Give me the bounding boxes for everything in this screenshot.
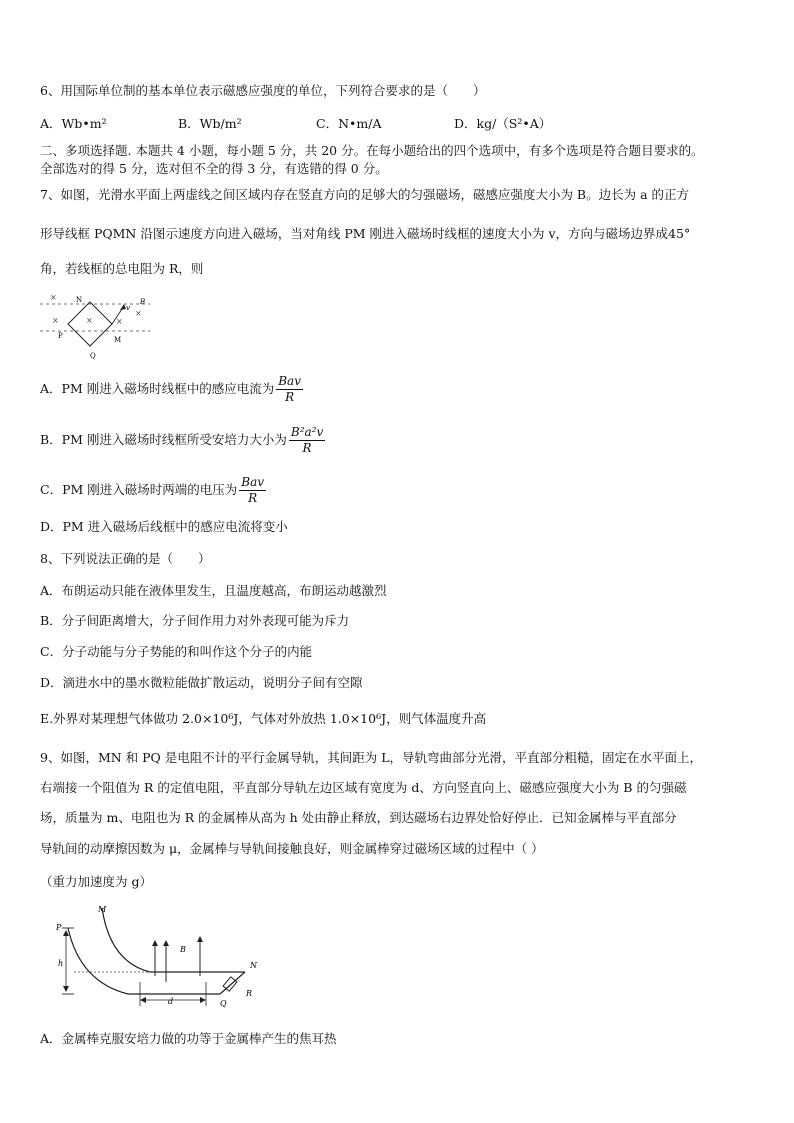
q7-option-a: A．PM 刚进入磁场时线框中的感应电流为 $\frac{\text{Bav}}{R}$ [40, 374, 301, 404]
field-mark: × [50, 293, 57, 302]
q6-option-d: D．kg/（S²•A） [454, 116, 552, 131]
q6-option-b: B．Wb/m² [178, 116, 242, 131]
label-m: M [98, 905, 107, 914]
q9-figure [40, 902, 270, 1012]
field-mark: × [116, 317, 123, 326]
q8-option-c: C．分子动能与分子势能的和叫作这个分子的内能 [40, 644, 313, 659]
q7-stem-line1: 7、如图，光滑水平面上两虚线之间区域内存在竖直方向的足够大的匀强磁场，磁感应强度大小为 B。边长为 a 的正方 [40, 187, 690, 202]
q9-stem-line1: 9、如图，MN 和 PQ 是电阻不计的平行金属导轨，其间距为 L，导轨弯曲部分光滑，平直部分粗糙，固定在水平面上， [40, 750, 703, 765]
q9-stem-line2: 右端接一个阻值为 R 的定值电阻，平直部分导轨左边区域有宽度为 d、方向竖直向上、磁感应强度大小为 B 的匀强磁 [40, 780, 687, 795]
label-r: R [246, 989, 253, 998]
q8-option-b: B．分子间距离增大，分子间作用力对外表现可能为斥力 [40, 613, 350, 628]
q7-stem-line3: 角，若线框的总电阻为 R，则 [40, 261, 204, 276]
q8-option-d: D．滴进水中的墨水微粒能做扩散运动，说明分子间有空隙 [40, 675, 363, 690]
label-v: v [126, 304, 130, 312]
label-h: h [58, 959, 64, 968]
q8-stem: 8、下列说法正确的是（ ） [40, 551, 211, 566]
q6-option-c: C．N•m/A [316, 116, 382, 131]
q7-stem-line2: 形导线框 PQMN 沿图示速度方向进入磁场，当对角线 PM 刚进入磁场时线框的速度大小为 v，方向与磁场边界成45° [40, 226, 691, 241]
label-q: Q [90, 352, 96, 360]
q8-option-e: E.外界对某理想气体做功 2.0×10⁶J，气体对外放热 1.0×10⁶J，则气体温度升高 [40, 711, 487, 726]
q6-options [40, 114, 760, 132]
label-p: P [58, 332, 63, 340]
q7-option-d: D．PM 进入磁场后线框中的感应电流将变小 [40, 519, 288, 534]
field-mark: × [86, 316, 93, 325]
field-mark: × [52, 316, 59, 325]
section-header-line2: 全部选对的得 5 分，选对但不全的得 3 分，有选错的得 0 分。 [40, 161, 388, 176]
q7-option-c: C．PM 刚进入磁场时两端的电压为 $\frac{\text{Bav}}{R}$ [40, 475, 265, 505]
q9-stem-line3: 场，质量为 m、电阻也为 R 的金属棒从高为 h 处由静止释放，到达磁场右边界处恰好停止．已知金属棒与平直部分 [40, 810, 677, 825]
label-b: B [180, 945, 186, 954]
q6-option-a: A．Wb•m² [40, 116, 107, 131]
label-q: Q [220, 999, 227, 1008]
label-n: N [76, 296, 83, 304]
q7-figure [40, 286, 160, 362]
section-header-line1: 二、多项选择题. 本题共 4 小题，每小题 5 分，共 20 分。在每小题给出的四个选项中，有多个选项是符合题目要求的。 [40, 143, 704, 158]
label-d: d [168, 997, 174, 1006]
q7-option-b: B．PM 刚进入磁场时线框所受安培力大小为 $\frac{\text{B²a²v}}{R}$ [40, 425, 324, 455]
label-n: N [250, 961, 257, 970]
q9-stem-line5: （重力加速度为 g） [40, 874, 152, 889]
label-m: M [114, 336, 122, 344]
q9-option-a: A．金属棒克服安培力做的功等于金属棒产生的焦耳热 [40, 1031, 337, 1046]
field-mark: × [135, 309, 142, 318]
label-b: B [140, 298, 146, 306]
q6-stem: 6、用国际单位制的基本单位表示磁感应强度的单位，下列符合要求的是（ ） [40, 83, 486, 98]
q9-stem-line4: 导轨间的动摩擦因数为 μ，金属棒与导轨间接触良好，则金属棒穿过磁场区域的过程中（ ） [40, 841, 544, 856]
label-p: P [56, 923, 62, 932]
q8-option-a: A．布朗运动只能在液体里发生，且温度越高，布朗运动越激烈 [40, 583, 387, 598]
